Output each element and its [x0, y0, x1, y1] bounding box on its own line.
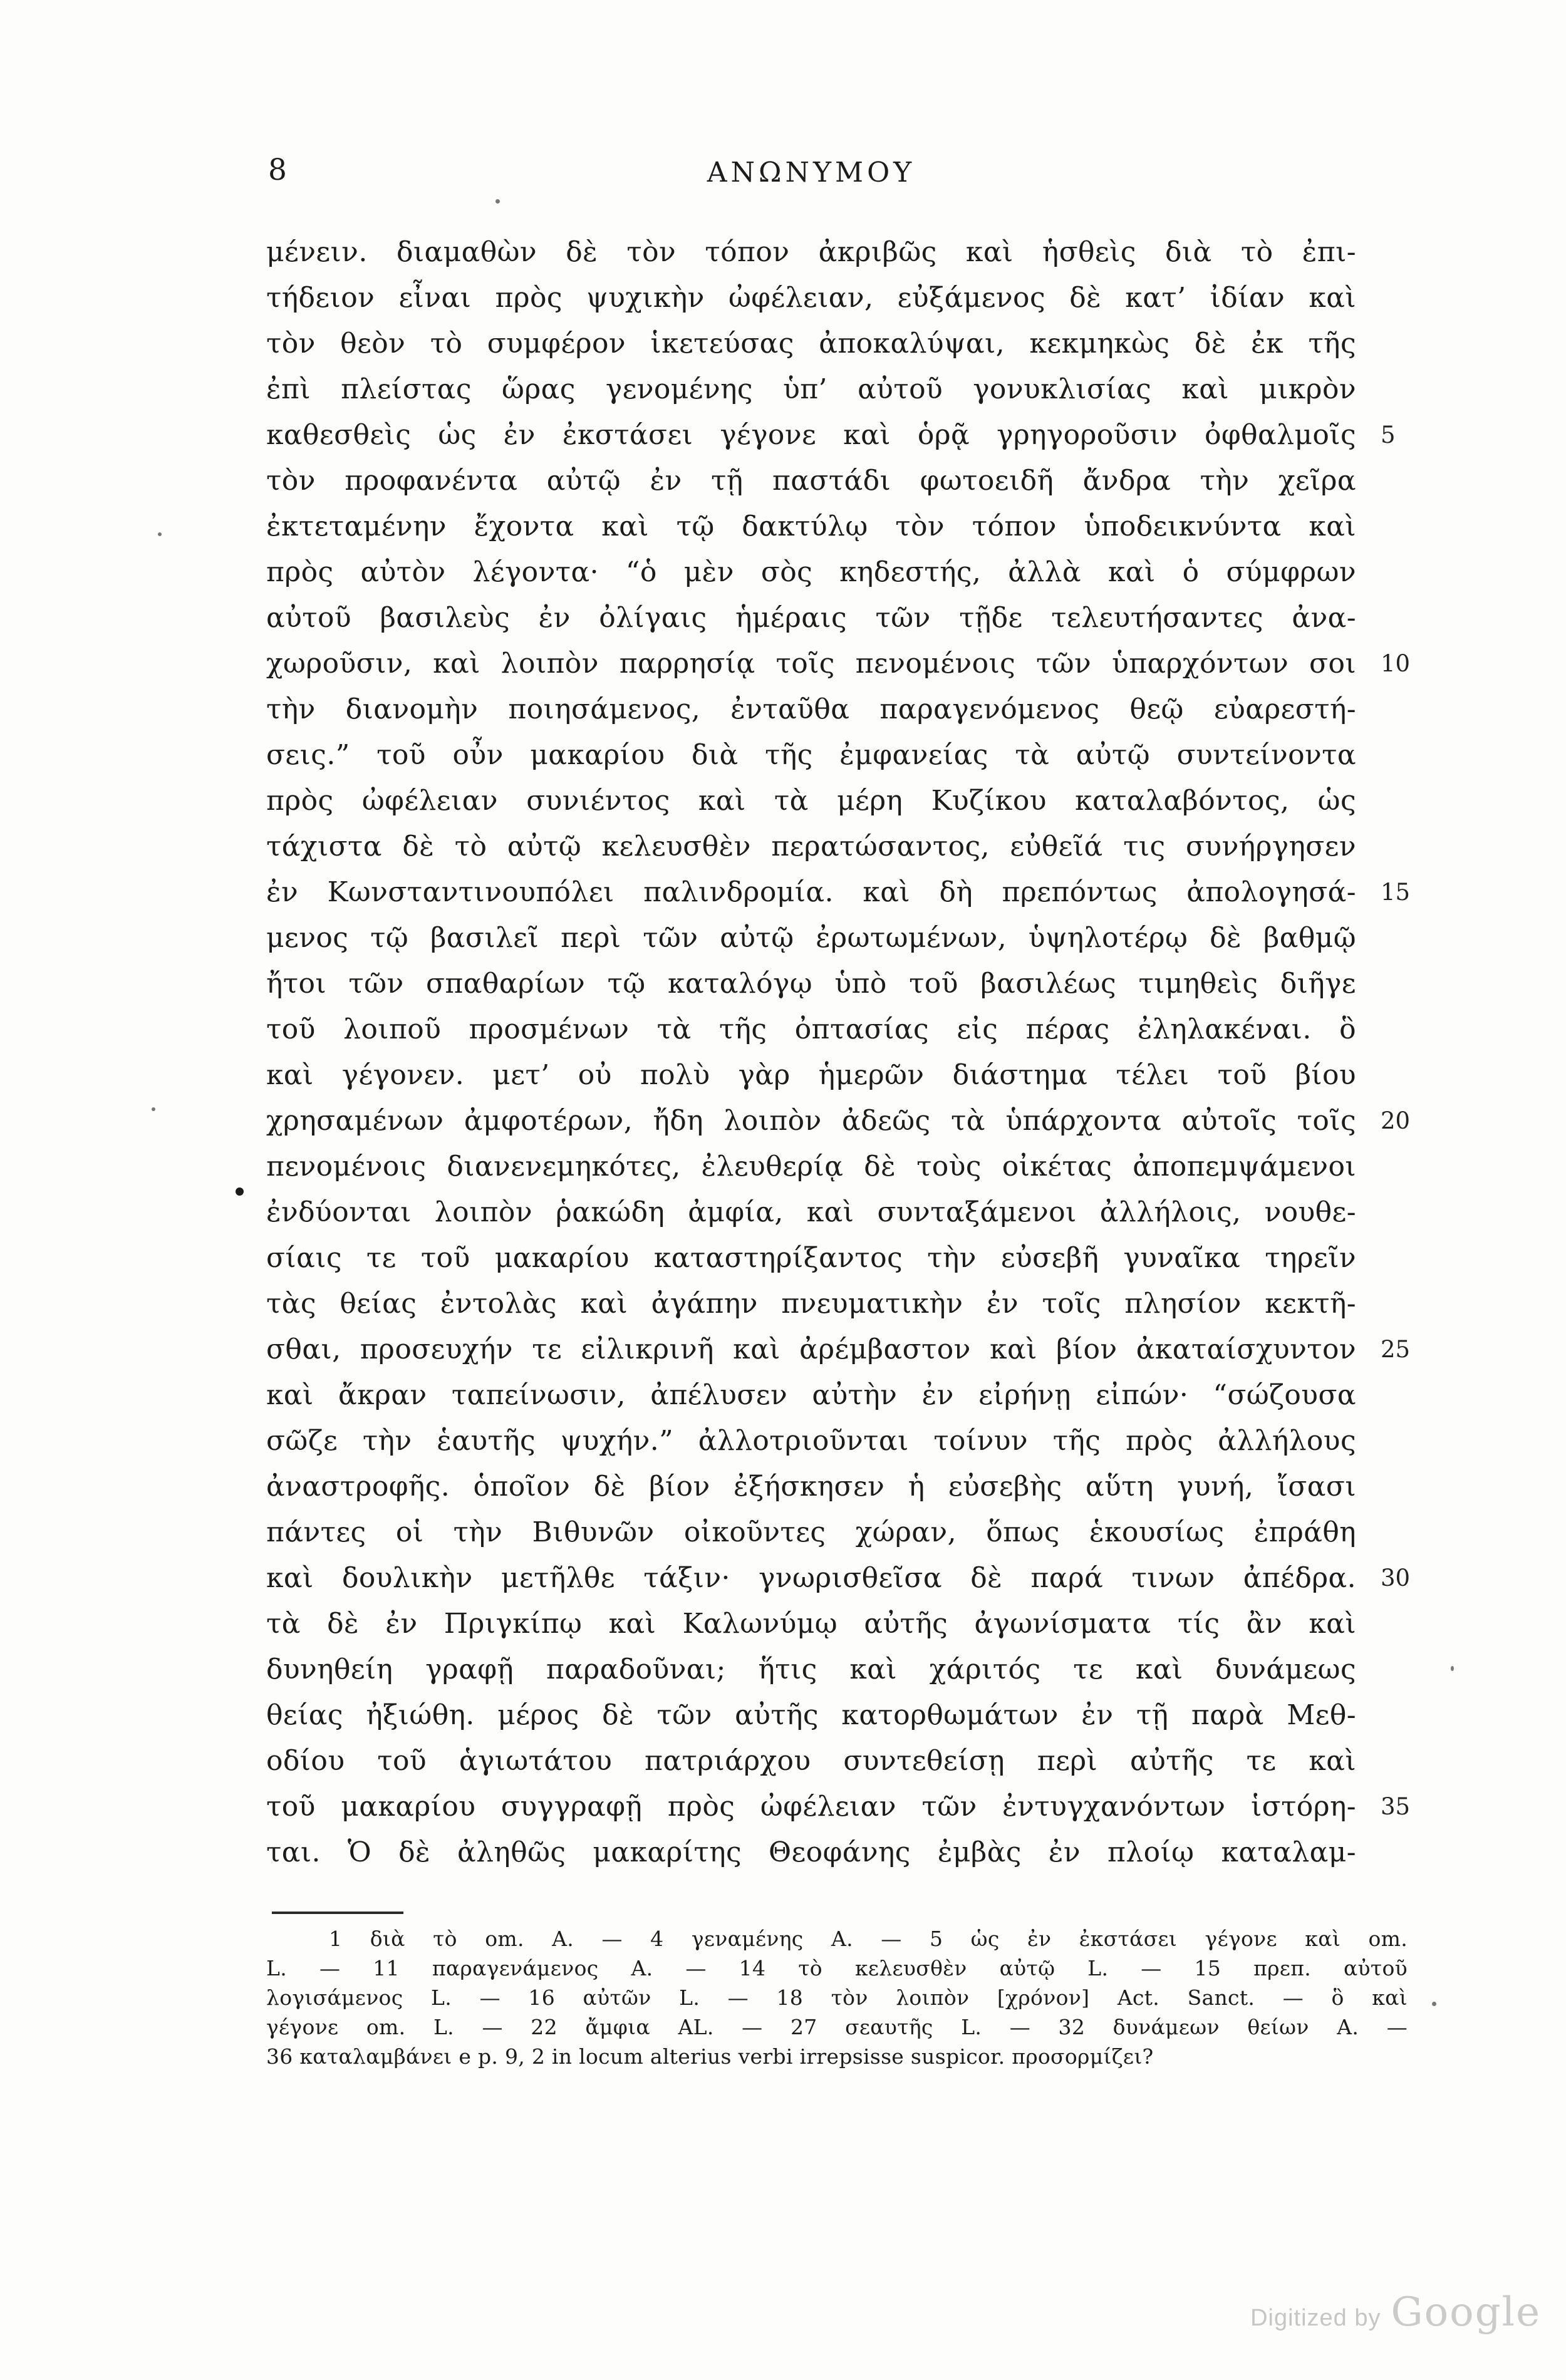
text-line: αὐτοῦ βασιλεὺς ἐν ὀλίγαις ἡμέραις τῶν τῇδε τελευτήσαντες ἀνα- — [266, 602, 1356, 634]
text-line: οδίου τοῦ ἁγιωτάτου πατριάρχου συντεθείσῃ περὶ αὐτῆς τε καὶ — [266, 1745, 1356, 1777]
text-line: ἐν Κωνσταντινουπόλει παλινδρομία. καὶ δὴ πρεπόντως ἀπολογησά- — [266, 876, 1356, 908]
apparatus-line: 1 διὰ τὸ om. A. — 4 γεναμένης A. — 5 ὡς ἐν ἐκστάσει γέγονε καὶ om. — [329, 1927, 1408, 1951]
footnote-separator-rule — [272, 1912, 403, 1914]
text-line: τάχιστα δὲ τὸ αὐτῷ κελευσθὲν περατώσαντος, εὐθεῖά τις συνήργησεν — [266, 830, 1356, 862]
text-line: ἀναστροφῆς. ὁποῖον δὲ βίον ἐξήσκησεν ἡ εὐσεβὴς αὕτη γυνή, ἴσασι — [266, 1471, 1356, 1503]
scan-speck — [1451, 1666, 1454, 1671]
text-line: ἐνδύονται λοιπὸν ῥακώδη ἀμφία, καὶ συνταξάμενοι ἀλλήλοις, νουθε- — [266, 1196, 1356, 1228]
text-line: δυνηθείη γραφῇ παραδοῦναι; ἥτις καὶ χάριτός τε καὶ δυνάμεως — [266, 1653, 1356, 1685]
text-line: πάντες οἱ τὴν Βιθυνῶν οἰκοῦντες χώραν, ὅπως ἑκουσίως ἐπράθη — [266, 1516, 1356, 1548]
watermark-prefix: Digitized by — [1250, 2305, 1381, 2331]
text-line: καὶ γέγονεν. μετ’ οὐ πολὺ γὰρ ἡμερῶν διάστημα τέλει τοῦ βίου — [266, 1059, 1356, 1091]
text-line: τὰ δὲ ἐν Πριγκίπῳ καὶ Καλωνύμῳ αὐτῆς ἀγωνίσματα τίς ἂν καὶ — [266, 1608, 1356, 1640]
critical-apparatus — [266, 1924, 1408, 2071]
margin-line-number-30: 30 — [1381, 1565, 1411, 1591]
scan-speck — [1432, 2002, 1436, 2006]
text-line: καθεσθεὶς ὡς ἐν ἐκστάσει γέγονε καὶ ὁρᾷ γρηγοροῦσιν ὀφθαλμοῖς — [266, 419, 1356, 451]
scan-speck — [495, 199, 500, 204]
apparatus-line: L. — 11 παραγενάμενος A. — 14 τὸ κελευσθὲν αὐτῷ L. — 15 πρεπ. αὐτοῦ — [266, 1956, 1408, 1980]
text-line: χωροῦσιν, καὶ λοιπὸν παρρησίᾳ τοῖς πενομένοις τῶν ὑπαρχόντων σοι — [266, 648, 1356, 680]
main-text-block — [266, 229, 1356, 1875]
text-line: ται. Ὁ δὲ ἀληθῶς μακαρίτης Θεοφάνης ἐμβὰς ἐν πλοίῳ καταλαμ- — [266, 1836, 1356, 1868]
text-line: τοῦ μακαρίου συγγραφῇ πρὸς ὠφέλειαν τῶν ἐντυγχανόντων ἱστόρη- — [266, 1791, 1356, 1823]
text-line: τὸν προφανέντα αὐτῷ ἐν τῇ παστάδι φωτοειδῆ ἄνδρα τὴν χεῖρα — [266, 465, 1356, 497]
margin-bullet-mark — [236, 1187, 244, 1196]
apparatus-line: 36 καταλαμβάνει e p. 9, 2 in locum alterius verbi irrepsisse suspicor. προσορμίζει? — [266, 2044, 1154, 2069]
text-line: μενος τῷ βασιλεῖ περὶ τῶν αὐτῷ ἐρωτωμένων, ὑψηλοτέρῳ δὲ βαθμῷ — [266, 922, 1356, 954]
apparatus-line: λογισάμενος L. — 16 αὐτῶν L. — 18 τὸν λοιπὸν [χρόνον] Act. Sanct. — ὃ καὶ — [266, 1985, 1408, 2010]
text-line: σῶζε τὴν ἑαυτῆς ψυχήν.” ἀλλοτριοῦνται τοίνυν τῆς πρὸς ἀλλήλους — [266, 1425, 1356, 1457]
margin-line-number-5: 5 — [1381, 422, 1396, 448]
text-line: χρησαμένων ἀμφοτέρων, ἤδη λοιπὸν ἀδεῶς τὰ ὑπάρχοντα αὐτοῖς τοῖς — [266, 1105, 1356, 1137]
text-line: πενομένοις διανενεμηκότες, ἐλευθερίᾳ δὲ τοὺς οἰκέτας ἀποπεμψάμενοι — [266, 1151, 1356, 1182]
digitization-watermark — [1247, 2289, 1541, 2336]
text-line: τὴν διανομὴν ποιησάμενος, ἐνταῦθα παραγενόμενος θεῷ εὐαρεστή- — [266, 693, 1356, 725]
text-line: ἐπὶ πλείστας ὥρας γενομένης ὑπ’ αὐτοῦ γονυκλισίας καὶ μικρὸν — [266, 373, 1356, 405]
page-number: 8 — [268, 153, 287, 187]
text-line: σεις.” τοῦ οὖν μακαρίου διὰ τῆς ἐμφανείας τὰ αὐτῷ συντείνοντα — [266, 739, 1356, 771]
text-line: ἐκτεταμένην ἔχοντα καὶ τῷ δακτύλῳ τὸν τόπον ὑποδεικνύντα καὶ — [266, 510, 1356, 542]
text-line: καὶ ἄκραν ταπείνωσιν, ἀπέλυσεν αὐτὴν ἐν εἰρήνῃ εἰπών· “σώζουσα — [266, 1379, 1356, 1411]
text-line: τήδειον εἶναι πρὸς ψυχικὴν ὠφέλειαν, εὐξάμενος δὲ κατ’ ἰδίαν καὶ — [266, 282, 1356, 314]
margin-line-number-35: 35 — [1381, 1793, 1411, 1820]
margin-line-number-25: 25 — [1381, 1336, 1411, 1363]
google-logo: Google — [1391, 2289, 1541, 2336]
text-line: τὸν θεὸν τὸ συμφέρον ἱκετεύσας ἀποκαλύψαι, κεκμηκὼς δὲ ἐκ τῆς — [266, 328, 1356, 360]
text-line: τὰς θείας ἐντολὰς καὶ ἀγάπην πνευματικὴν ἐν τοῖς πλησίον κεκτῆ- — [266, 1288, 1356, 1320]
margin-line-number-20: 20 — [1381, 1107, 1411, 1134]
text-line: τοῦ λοιποῦ προσμένων τὰ τῆς ὀπτασίας εἰς πέρας ἐληλακέναι. ὃ — [266, 1013, 1356, 1045]
text-line: ἤτοι τῶν σπαθαρίων τῷ καταλόγῳ ὑπὸ τοῦ βασιλέως τιμηθεὶς διῆγε — [266, 968, 1356, 1000]
text-line: σίαις τε τοῦ μακαρίου καταστηρίξαντος τὴν εὐσεβῆ γυναῖκα τηρεῖν — [266, 1242, 1356, 1274]
text-line: καὶ δουλικὴν μετῆλθε τάξιν· γνωρισθεῖσα δὲ παρά τινων ἀπέδρα. — [266, 1562, 1356, 1594]
text-line: πρὸς ὠφέλειαν συνιέντος καὶ τὰ μέρη Κυζίκου καταλαβόντος, ὡς — [266, 785, 1356, 817]
text-line: πρὸς αὐτὸν λέγοντα· “ὁ μὲν σὸς κηδεστής, ἀλλὰ καὶ ὁ σύμφρων — [266, 556, 1356, 588]
text-line: μένειν. διαμαθὼν δὲ τὸν τόπον ἀκριβῶς καὶ ἡσθεὶς διὰ τὸ ἐπι- — [266, 236, 1356, 268]
text-line: σθαι, προσευχήν τε εἰλικρινῆ καὶ ἀρέμβαστον καὶ βίον ἀκαταίσχυντον — [266, 1333, 1356, 1365]
margin-line-number-15: 15 — [1381, 879, 1411, 906]
scan-speck — [158, 532, 162, 536]
text-line: θείας ἠξιώθη. μέρος δὲ τῶν αὐτῆς κατορθωμάτων ἐν τῇ παρὰ Μεθ- — [266, 1699, 1356, 1731]
running-title: ΑΝΩΝΥΜΟΥ — [707, 157, 916, 189]
scan-speck — [152, 1107, 155, 1111]
margin-line-number-10: 10 — [1381, 650, 1411, 677]
apparatus-line: γέγονε om. L. — 22 ἄμφια AL. — 27 σεαυτῆς L. — 32 δυνάμεων θείων A. — — [266, 2015, 1408, 2039]
